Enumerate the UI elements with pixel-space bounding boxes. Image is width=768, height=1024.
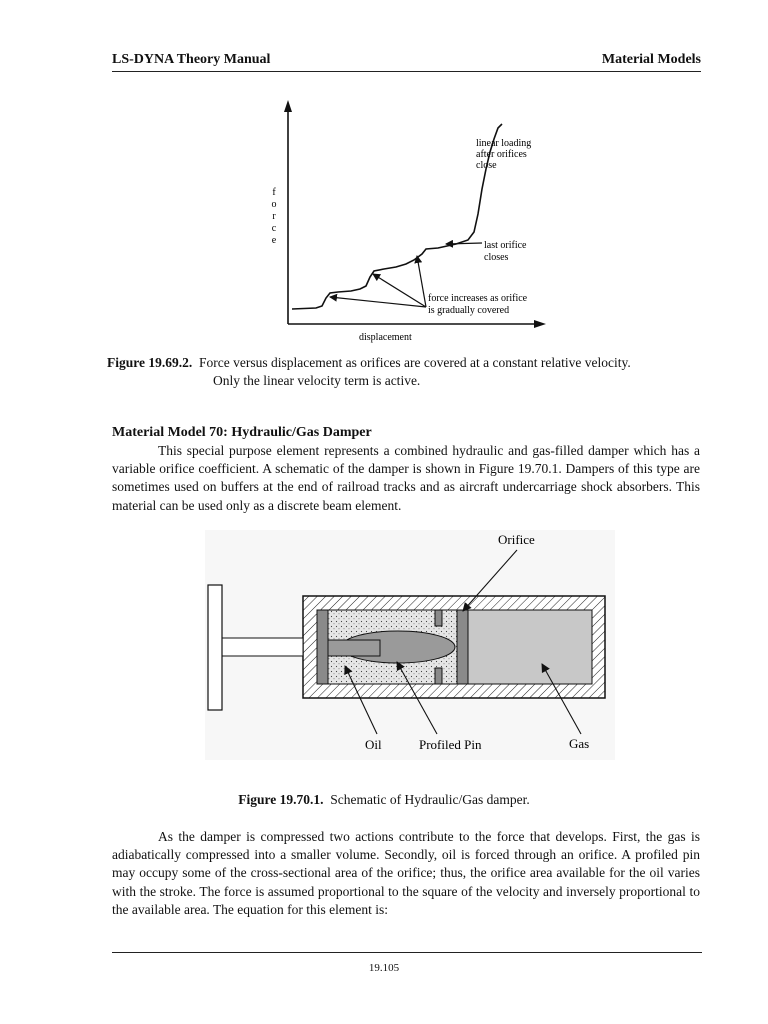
paragraph-2-text: As the damper is compressed two actions contribute to the force that develops. First, the gas is adiabatically compressed into a smaller volume. Secondly, oil is forced through an orifice. A profiled pin may occupy some of the cross-sectional area of the orifice; thus, the orifice area available for the oil varies with the stroke. The force is assumed proportional to the square of the velocity and inversely proportional to the available area. The equation for this element is: xyxy=(112,829,700,917)
figure1-caption-line2: Only the linear velocity term is active. xyxy=(213,373,421,388)
ylabel-o: o xyxy=(271,199,277,210)
annot-increase-2: is gradually covered xyxy=(428,305,510,316)
ylabel-r: r xyxy=(272,211,276,222)
label-profiled-pin: Profiled Pin xyxy=(419,737,482,752)
label-gas: Gas xyxy=(569,736,590,751)
annot-last-1: last orifice xyxy=(484,240,527,251)
piston-rod xyxy=(222,638,303,656)
label-oil: Oil xyxy=(365,737,382,752)
paragraph-1 xyxy=(112,442,700,515)
increase-arrow-3 xyxy=(417,256,426,307)
force-displacement-figure xyxy=(256,94,556,350)
figure1-caption-label: Figure 19.69.2. xyxy=(107,355,193,370)
end-plate xyxy=(208,585,222,710)
gas-chamber xyxy=(468,610,592,684)
figure2-caption-label: Figure 19.70.1. xyxy=(238,792,324,807)
orifice-stub-top xyxy=(435,610,442,626)
ylabel-f: f xyxy=(272,187,276,198)
damper-schematic xyxy=(205,530,615,760)
annot-linear-3: close xyxy=(476,160,497,171)
label-orifice: Orifice xyxy=(498,532,535,547)
ylabel-e: e xyxy=(271,235,277,246)
xlabel: displacement xyxy=(359,332,412,343)
section-title: Material Model 70: Hydraulic/Gas Damper xyxy=(112,425,372,440)
orifice-stub-bottom xyxy=(435,668,442,684)
page-header xyxy=(112,51,701,72)
figure2-caption-text: Schematic of Hydraulic/Gas damper. xyxy=(330,792,530,807)
paragraph-2 xyxy=(112,828,700,919)
annot-last-2: closes xyxy=(484,252,509,263)
header-right: Material Models xyxy=(601,52,701,67)
annot-linear-1: linear loading xyxy=(476,138,532,149)
pin-stem xyxy=(328,640,380,656)
ylabel-c: c xyxy=(271,223,277,234)
header-left: LS-DYNA Theory Manual xyxy=(112,52,271,67)
figure2-caption xyxy=(0,792,768,808)
paragraph-1-text: This special purpose element represents a combined hydraulic and gas-filled damper which has a variable orifice coefficient. A schematic of the damper is shown in Figure 19.70.1. Dampers of this type are sometimes used on buffers at the end of railroad tracks and as aircraft undercarriage shock absorbers. This material can be used only as a discrete beam element. xyxy=(112,443,700,513)
x-axis-arrow-icon xyxy=(534,320,546,328)
last-orifice-arrow xyxy=(446,243,482,244)
footer-rule xyxy=(112,952,702,953)
piston-head xyxy=(317,610,328,684)
orifice-plate xyxy=(457,610,468,684)
y-axis-arrow-icon xyxy=(284,100,292,112)
annot-linear-2: after orifices xyxy=(476,149,527,160)
page-number: 19.105 xyxy=(368,962,400,974)
figure1-caption-line1: Force versus displacement as orifices are covered at a constant relative velocity. xyxy=(199,355,631,370)
annot-increase-1: force increases as orifice xyxy=(428,293,528,304)
force-curve xyxy=(292,124,502,309)
figure1-caption xyxy=(107,354,702,390)
